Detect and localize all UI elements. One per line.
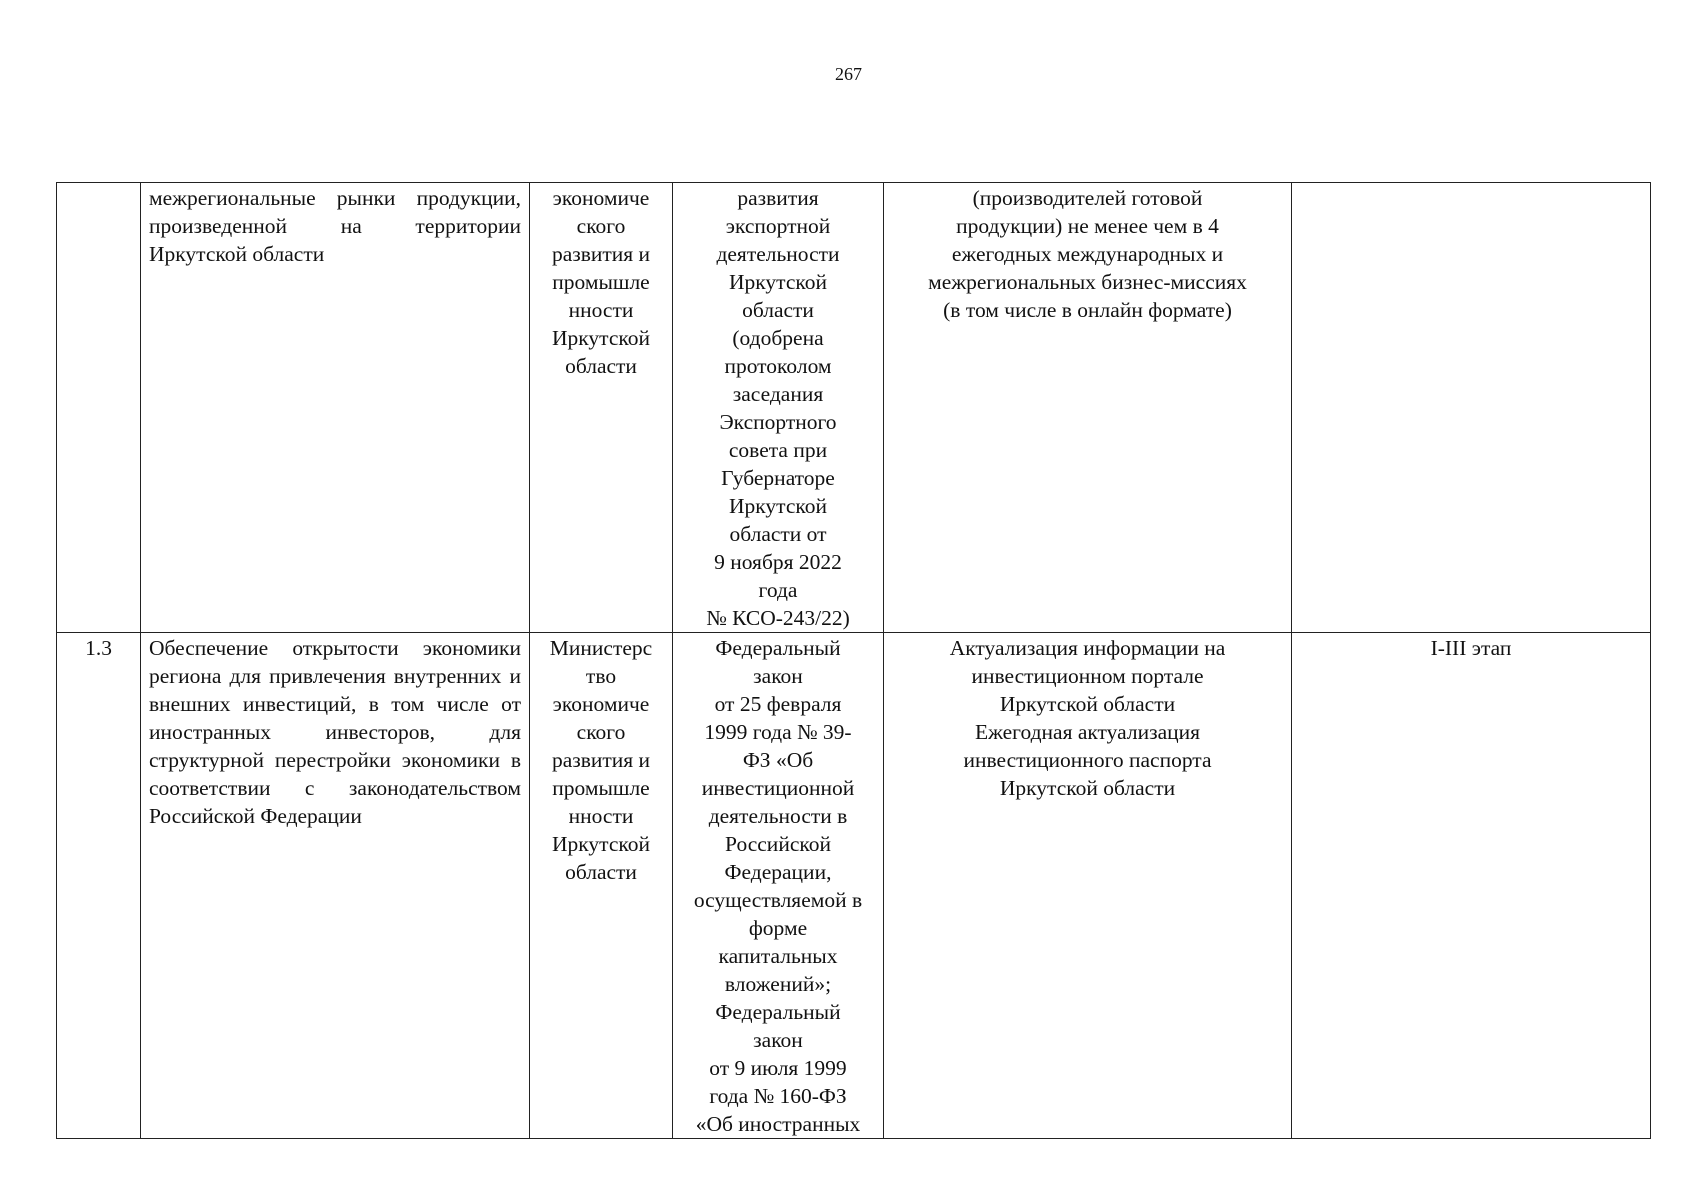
cell-line: Иркутской [552, 832, 650, 856]
cell-line: года [758, 578, 798, 602]
cell-line: Федеральный [715, 636, 841, 660]
cell-line: ФЗ «Об [742, 748, 814, 772]
cell-line: закон [753, 1028, 803, 1052]
cell-line: осуществляемой в [693, 888, 863, 912]
page-number: 267 [835, 64, 862, 84]
cell-line: протоколом [724, 354, 832, 378]
term-cell: I-III этап [1292, 633, 1651, 1139]
cell-line: от 25 февраля [714, 692, 842, 716]
cell-line: закон [753, 664, 803, 688]
cell-line: 9 ноября 2022 [714, 550, 842, 574]
cell-line: от 9 июля 1999 [709, 1056, 847, 1080]
cell-line: продукции) не менее чем в 4 [956, 214, 1219, 238]
executor-cell [530, 633, 673, 1139]
cell-line: тво [585, 664, 617, 688]
cell-line: Актуализация информации на [949, 636, 1226, 660]
cell-line: (одобрена [732, 326, 824, 350]
legal-document-cell [673, 183, 884, 633]
cell-line: инвестиционном портале [971, 664, 1204, 688]
cell-line: ского [576, 214, 626, 238]
cell-line: (в том числе в онлайн формате) [943, 298, 1232, 322]
row-number-cell: 1.3 [57, 633, 141, 1139]
cell-line: ского [576, 720, 626, 744]
cell-line: области [565, 860, 637, 884]
cell-line: Иркутской области [999, 692, 1176, 716]
cell-line: деятельности в [708, 804, 848, 828]
measure-name-cell: Обеспечение открытости экономики региона для привлечения внутренних и внешних инвестиций, в том числе от иностранных инвесторов, для структурной перестройки экономики в соответствии с законодательством Российской Федерации [141, 633, 530, 1139]
cell-line: (производителей готовой [972, 186, 1203, 210]
table-row [57, 183, 1651, 633]
cell-line: Иркутской [729, 270, 827, 294]
cell-line: промышле [552, 270, 650, 294]
cell-line: деятельности [716, 242, 840, 266]
cell-line: инвестиционной [701, 776, 855, 800]
cell-line: Экспортного [719, 410, 837, 434]
cell-line: области от [729, 522, 827, 546]
cell-line: области [565, 354, 637, 378]
cell-line: совета при [728, 438, 828, 462]
cell-line: нности [568, 298, 634, 322]
cell-line: развития и [551, 242, 651, 266]
cell-line: Иркутской области [999, 776, 1176, 800]
cell-line: форме [748, 916, 808, 940]
measure-name-cell: межрегиональные рынки продукции, произведенной на территории Иркутской области [141, 183, 530, 633]
cell-line: ежегодных международных и [951, 242, 1224, 266]
executor-cell [530, 183, 673, 633]
cell-line: Федеральный [715, 1000, 841, 1024]
cell-line: Министерс [549, 636, 653, 660]
cell-line: «Об иностранных [695, 1112, 861, 1136]
cell-line: Иркутской [552, 326, 650, 350]
cell-line: нности [568, 804, 634, 828]
legal-document-cell [673, 633, 884, 1139]
row-number-cell [57, 183, 141, 633]
cell-line: Российской [725, 832, 831, 856]
cell-line: Ежегодная актуализация [974, 720, 1201, 744]
measures-table [56, 182, 1651, 1139]
cell-line: экономиче [552, 186, 650, 210]
cell-line: развития [737, 186, 819, 210]
term-cell [1292, 183, 1651, 633]
cell-line: экспортной [725, 214, 831, 238]
cell-line: вложений»; [724, 972, 832, 996]
table-row [57, 633, 1651, 1139]
cell-line: инвестиционного паспорта [963, 748, 1212, 772]
expected-result-cell [884, 183, 1292, 633]
cell-line: развития и [551, 748, 651, 772]
cell-line: области [742, 298, 814, 322]
cell-line: капитальных [718, 944, 838, 968]
cell-line: заседания [732, 382, 824, 406]
expected-result-cell [884, 633, 1292, 1139]
cell-line: Губернаторе [721, 466, 835, 490]
cell-line: Федерации, [724, 860, 832, 884]
cell-line: экономиче [552, 692, 650, 716]
cell-line: года № 160-ФЗ [709, 1084, 847, 1108]
cell-line: 1999 года № 39- [704, 720, 852, 744]
cell-line: № КСО-243/22) [706, 606, 850, 630]
cell-line: Иркутской [729, 494, 827, 518]
cell-line: промышле [552, 776, 650, 800]
cell-line: межрегиональных бизнес-миссиях [928, 270, 1247, 294]
